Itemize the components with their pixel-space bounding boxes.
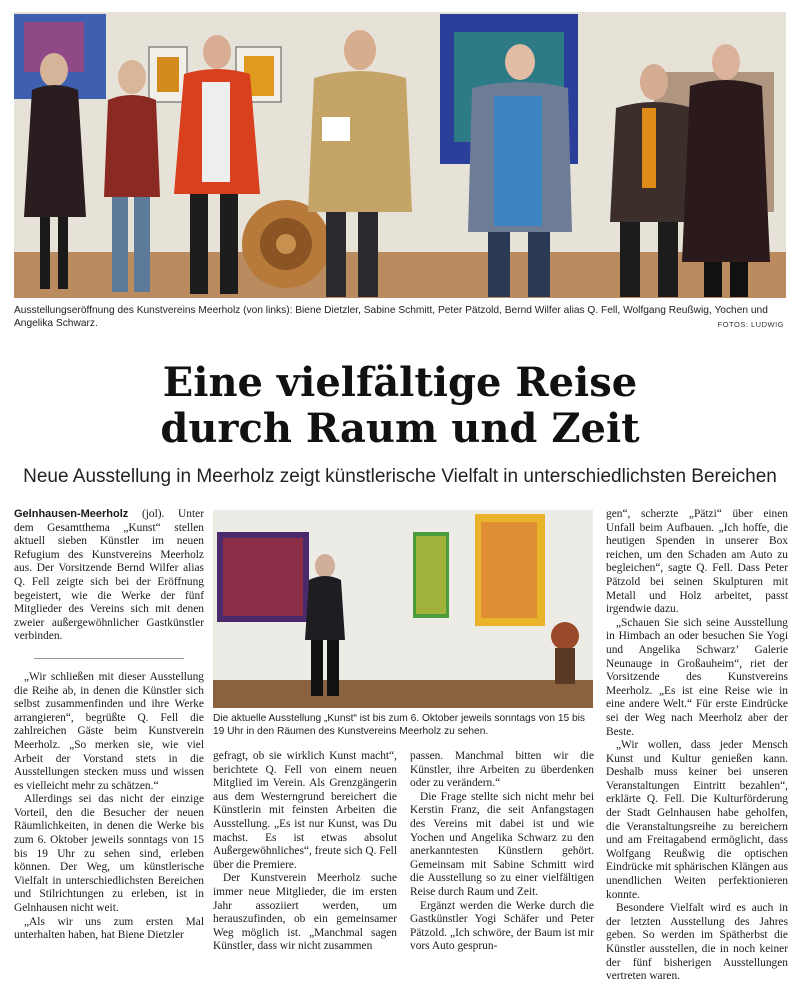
- column-3: [410, 750, 594, 954]
- intro-text: (jol). Unter dem Gesamtthema „Kunst“ stellen aktuell sieben Künstler im neuen Refugium des Kunstvereins Meerholz aus. Der Vorsitzende Bernd Wilfer alias Q. Fell zeigte sich bei der Eröffnung begeistert, wie die Werke der fünf Mitglieder des Vereins sich mit denen zweier außergewöhnlicher Gastkünstler verbinden.: [14, 508, 204, 643]
- column-4: [606, 508, 788, 984]
- paragraph: Der Kunstverein Meerholz suche immer neue Mitglieder, die im ersten Jahr assoziiert werden, um herauszufinden, ob ein gemeinsamer Weg möglich ist. „Manchmal sagen Künstler, dass wir nicht zusammen: [213, 872, 397, 953]
- exhibition-photo: [213, 510, 593, 708]
- separator-rule: [34, 658, 184, 659]
- paragraph: „Schauen Sie sich seine Ausstellung in Himbach an oder besuchen Sie Yogi und Angelika Schwarz’ Galerie Neunauge in Großauheim“, riet der Vorsitzende des Kunstvereins Meerholz. „Es ist eine Reise wie in eine andere Welt.“ Für erste Eindrücke sei der Weg nach Meerholz aber der Beste.: [606, 616, 788, 738]
- paragraph: passen. Manchmal bitten wir die Künstler, ihre Arbeiten zu überdenken oder zu verändern.“: [410, 750, 594, 790]
- dateline: Gelnhausen-Meerholz: [14, 508, 129, 520]
- subheadline: Neue Ausstellung in Meerholz zeigt künstlerische Vielfalt in unterschiedlichsten Bereichen: [23, 466, 777, 487]
- paragraph: Ergänzt werden die Werke durch die Gastkünstler Yogi Schäfer und Peter Pätzold. „Ich schwöre, der Baum ist mir vors Auto gesprun-: [410, 899, 594, 953]
- paragraph: Allerdings sei das nicht der einzige Vorteil, den die Besucher der neuen Räumlichkeiten, in denen die Werke bis zum 6. Oktober jeweils sonntags von 15 bis 19 Uhr zu sehen sind, erleben können. Der Weg, um künstlerische Vielfalt in unterschiedlichsten Bereichen und Stilrichtungen zu erleben, ist in Gelnhausen nicht weit.: [14, 793, 204, 915]
- headline: [0, 360, 800, 452]
- paragraph: „Wir wollen, dass jeder Mensch Kunst und Kultur genießen kann. Deshalb muss keiner bei unseren Veranstaltungen Eintritt bezahlen“, erklärte Q. Fell. Die Kulturförderung der Stadt Gelnhausen habe geholfen, die Veranstaltungsreihe zu bereichern und am Freitagabend ermöglicht, dass Wolfgang Reußwig die optischen Eindrücke mit sphärischen Klängen aus unendlichen Weiten perfektionieren konnte.: [606, 739, 788, 901]
- paragraph: Besondere Vielfalt wird es auch in der letzten Ausstellung des Jahres geben. So werden im Spätherbst die Künstler ausstellen, die in noch keiner der fünf bisherigen Ausstellungen vertreten waren.: [606, 902, 788, 983]
- group-photo: [14, 12, 786, 298]
- exhibition-photo-caption: Die aktuelle Ausstellung „Kunst“ ist bis zum 6. Oktober jeweils sonntags von 15 bis 19 Uhr in den Räumen des Kunstvereins Meerholz zu sehen.: [213, 713, 586, 737]
- headline-line-1: Eine vielfältige Reise: [162, 359, 638, 406]
- photo-credit: FOTOS: LUDWIG: [717, 320, 784, 329]
- intro-paragraph: [14, 508, 204, 644]
- paragraph: gen“, scherzte „Pätzi“ über einen Unfall beim Aufbauen. „Ich hoffe, die heutigen Spenden in unserer Box reichen, um den Schaden am Auto zu begleichen“, sagte Q. Fell. Dass Peter Pätzold bei seinen Skulpturen mit Metall und Holz arbeitet, passt irgendwie dazu.: [606, 508, 788, 616]
- paragraph: Die Frage stellte sich nicht mehr bei Kerstin Franz, die seit Anfangstagen des Vereins mit dabei ist und wie Yochen und Angelika Schwarz zu den anerkanntesten Künstlern gehört. Gemeinsam mit Sabine Schmitt wird die Ausstellung so zu einer vielfältigen Reise durch Raum und Zeit.: [410, 790, 594, 898]
- paragraph: gefragt, ob sie wirklich Kunst macht“, berichtete Q. Fell von einem neuen Mitglied im Verein. Als Grenzgängerin aus dem Westerngrund bereichert die Künstlerin mit feinsten Arbeiten die Ausstellung. „Es ist nur Kunst, was Du machst. Es ist etwas absolut Außergewöhnliches“, freute sich Q. Fell über die Premiere.: [213, 750, 397, 871]
- column-2: [213, 750, 397, 954]
- headline-line-2: durch Raum und Zeit: [160, 405, 640, 452]
- column-1: [14, 508, 204, 943]
- paragraph: „Als wir uns zum ersten Mal unterhalten haben, hat Biene Dietzler: [14, 915, 204, 942]
- paragraph: „Wir schließen mit dieser Ausstellung die Reihe ab, in denen die Künstler sich selbst zusammenfinden und ihre Werke arrangieren“, begrüßte Q. Fell die zahlreichen Gäste beim Kunstverein Meerholz. „So merken sie, wie viel Arbeit der Vorstand stets in die Ausstellungen stecken muss und wissen es vielleicht mehr zu schätzen.“: [14, 670, 204, 792]
- top-photo-caption: Ausstellungseröffnung des Kunstvereins Meerholz (von links): Biene Dietzler, Sabine Schmitt, Peter Pätzold, Bernd Wilfer alias Q. Fell, Wolfgang Reußwig, Yochen und Angelika Schwarz.: [14, 305, 768, 329]
